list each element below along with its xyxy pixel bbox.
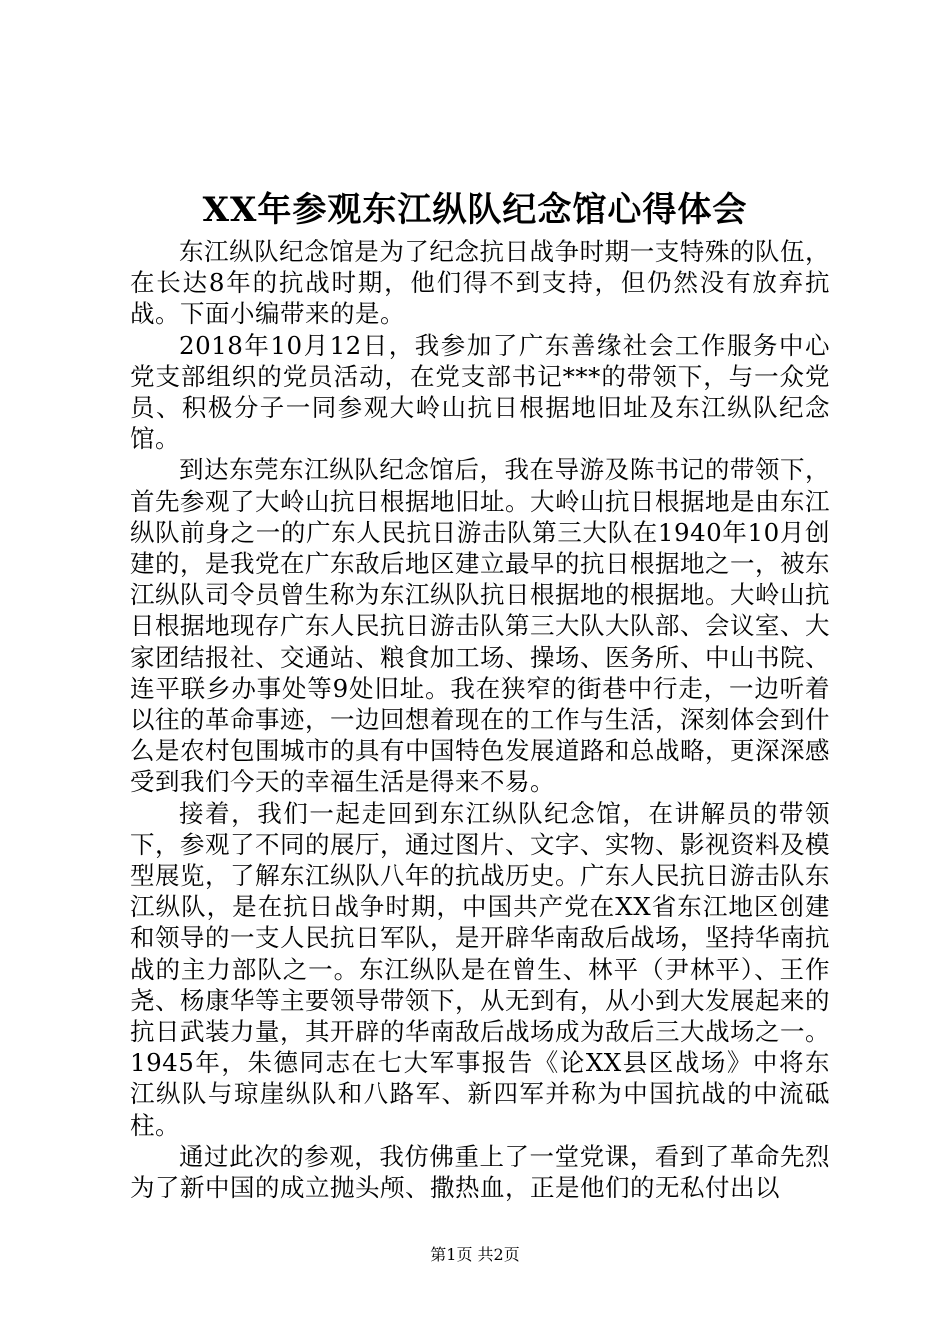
- document-title: XX年参观东江纵队纪念馆心得体会: [202, 190, 748, 230]
- paragraph-museum-visit: 接着，我们一起走回到东江纵队纪念馆，在讲解员的带领下，参观了不同的展厅，通过图片、文字、实物、影视资料及模型展览，了解东江纵队八年的抗战历史。广东人民抗日游击队东江纵队，是在抗日战争时期，中国共产党在XX省东江地区创建和领导的一支人民抗日军队，是开辟华南敌后战场，坚持华南抗战的主力部队之一。东江纵队是在曾生、林平（尹林平）、王作尧、杨康华等主要领导带领下，从无到有，从小到大发展起来的抗日武装力量，其开辟的华南敌后战场成为敌后三大战场之一。1945年，朱德同志在七大军事报告《论XX县区战场》中将东江纵队与琼崖纵队和八路军、新四军并称为中国抗战的中流砥柱。: [130, 798, 830, 1140]
- paragraph-activity: 2018年10月12日，我参加了广东善缘社会工作服务中心党支部组织的党员活动，在党支部书记***的带领下，与一众党员、积极分子一同参观大岭山抗日根据地旧址及东江纵队纪念馆。: [130, 330, 830, 454]
- page-footer: 第1页 共2页: [430, 1245, 520, 1264]
- paragraph-intro: 东江纵队纪念馆是为了纪念抗日战争时期一支特殊的队伍，在长达8年的抗战时期，他们得不到支持，但仍然没有放弃抗战。下面小编带来的是。: [130, 237, 830, 329]
- paragraph-base-visit: 到达东莞东江纵队纪念馆后，我在导游及陈书记的带领下，首先参观了大岭山抗日根据地旧址。大岭山抗日根据地是由东江纵队前身之一的广东人民抗日游击队第三大队在1940年10月创建的，是我党在广东敌后地区建立最早的抗日根据地之一，被东江纵队司令员曾生称为东江纵队抗日根据地的根据地。大岭山抗日根据地现存广东人民抗日游击队第三大队大队部、会议室、大家团结报社、交通站、粮食加工场、操场、医务所、中山书院、连平联乡办事处等9处旧址。我在狭窄的街巷中行走，一边听着以往的革命事迹，一边回想着现在的工作与生活，深刻体会到什么是农村包围城市的具有中国特色发展道路和总战略，更深深感受到我们今天的幸福生活是得来不易。: [130, 455, 830, 797]
- paragraph-reflection: 通过此次的参观，我仿佛重上了一堂党课，看到了革命先烈为了新中国的成立抛头颅、撒热血，正是他们的无私付出以: [130, 1141, 830, 1203]
- document-body: [130, 236, 830, 1203]
